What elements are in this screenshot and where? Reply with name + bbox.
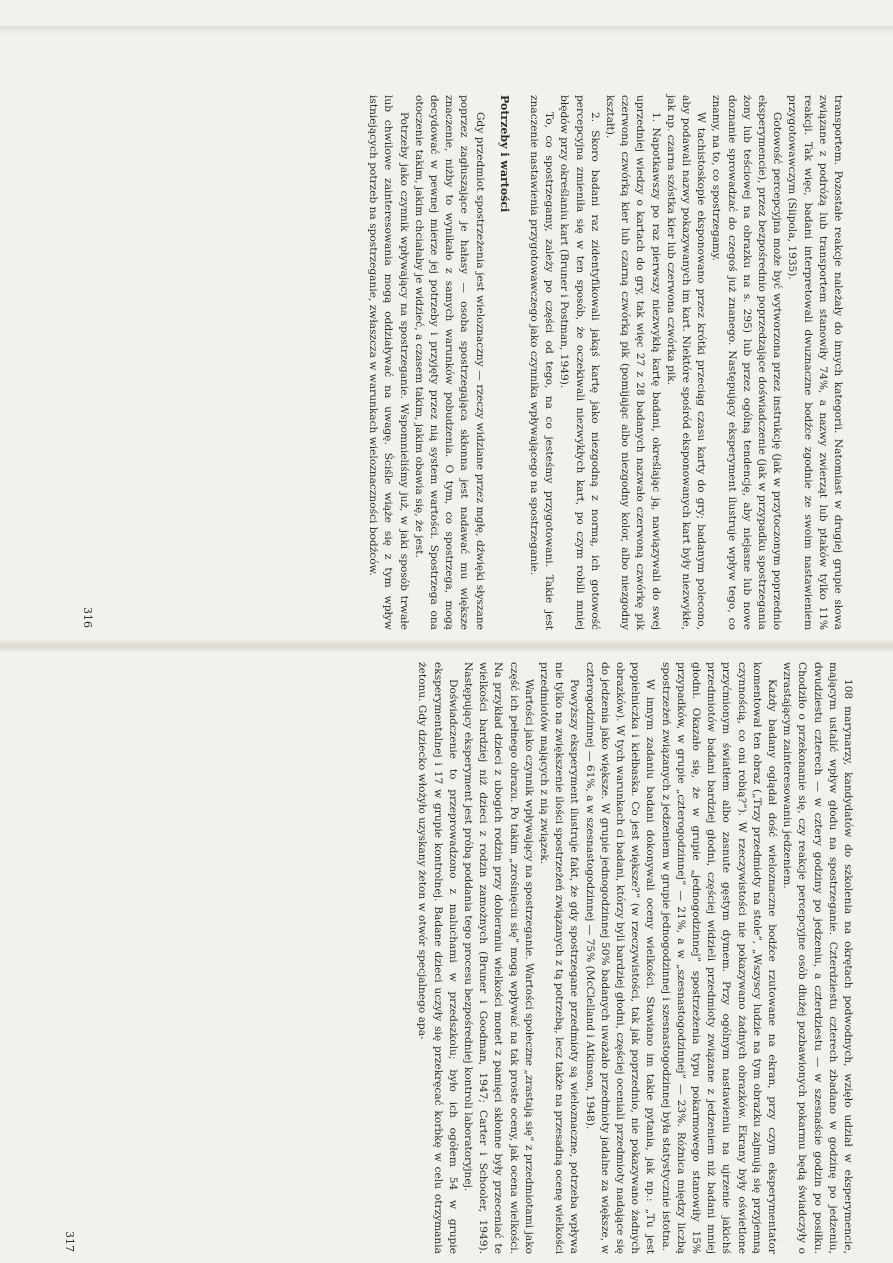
paragraph: To, co spostrzegamy, zależy po części od tego, na co jesteśmy przygotowani. Takie jest znaczenie nastawienia przygotowawczego jako czynnika wpływającego na spostrzeganie. [527,95,556,630]
paragraph: Każdy badany oglądał dość wieloznaczne bodźce rzutowane na ekran, przy czym eksperymentator komentował ten obraz („Trzy przedmioty na stole”, „Wszyscy ludzie na tym obrazku zajmują się przyjemną czynnością, co oni robią?”). W rzeczywistości nie pokazywano żadnych obrazków. Ekrany były oświetlone przyćmionym światłem albo zasnute gęstym dymem. Przy ogólnym nastawieniu na ujrzenie jakichś przedmiotów badani bardziej głodni, częściej widzieli przedmioty związane z jedzeniem niż badani mniej głodni. Okazało się, że w grupie „jednogodzinnej” spostrzeżenia typu pokarmowego stanowiły 15% przypadków, w grupie „czterogodzinnej” — 21%, a w „szesnastogodzinnej” — 23%. Różnica między liczbą spostrzeżeń związanych z jedzeniem w grupie jednogodzinnej i szesnastogodzinnej była statystycznie istotna. [659,662,778,1254]
page-number: 317 [63,1231,77,1252]
page-316 [81,95,845,630]
paragraph: W innym zadaniu badani dokonywali oceny wielkości. Stawiano im takie pytania, jak np.: „Tu jest popielniczka i kiełbaska. Co jest większe?” (w rzeczywistości, tak jak poprzednio, nie pokazywano żadnych obrazków). W tych warunkach ci badani, którzy byli bardziej głodni, częściej oceniali przedmioty nadające się do jedzenia jako większe. W grupie jednogodzinnej 50% badanych uważało przedmioty jadalne za większe, w czterogodzinnej — 61%, a w szesnastogodzinnej — 75% (McClelland i Atkinson, 1948). [583,662,657,1254]
page-317 [63,662,855,1254]
paragraph: transportem. Pozostałe reakcje należały do innych kategorii. Natomiast w drugiej grupie słowa związane z podróżą lub transportem stanowiły 74%, a nazwy zwierząt lub ptaków tylko 11% reakcji. Tak więc, badani interpretowali dwuznaczne bodźce zgodnie ze swoim nastawieniem przygotowawczym (Siipola, 1935). [786,95,844,630]
paragraph: Potrzeby jako czynnik wpływający na spostrzeganie. Wspomnieliśmy już, w jaki sposób trwałe lub chwilowe zainteresowania mogą oddziaływać na uwagę. Ściśle wiąże się z tym wpływ istniejących potrzeb na spostrzeganie, zwłaszcza w warunkach wieloznaczności bodźców. [367,95,410,630]
paragraph: W tachistoskopie eksponowano przez krótki przeciąg czasu karty do gry; badanym polecono, aby podawali nazwy pokazywanych im kart. Niektóre spośród eksponowanych kart były niezwykłe, jak np. czarna szóstka kier lub czerwona czwórka pik. [664,95,708,630]
section-title: Potrzeby i wartości [497,95,511,213]
paragraph: Doświadczenie to przeprowadzono z maluchami w przedszkolu; było ich ogółem 54 w grupie eksperymentalnej i 17 w grupie kontrolnej. Badane dzieci uczyły się przekręcać korbkę w celu otrzymania żetonu. Gdy dziecko włożyło uzyskany żeton w otwór specjalnego apa- [416,662,459,1254]
paragraph: 1. Napotkawszy po raz pierwszy niezwykłą kartę badani, określając ją, nawiązywali do swej uprzedniej wiedzy o kartach do gry, tak więc 27 z 28 badanych nazwało czerwoną czwórkę pik czerwoną czwórką kier lub czarną czwórką pik (pomijając albo niezgodny kolor, albo niezgodny kształt). [603,95,662,630]
page-fold [0,640,893,652]
scan-edge [0,26,893,34]
paragraph: Gotowość percepcyjna może być wytworzona przez instrukcję (jak w przytoczonym poprzednio eksperymencie), przez bezpośrednio poprzedzające doświadczenie (jak w przypadku spostrzegania żony lub teściowej na obrazku na s. 295) lub przez ogólną tendencję, aby niejasne lub nowe doznanie sprowadzać do czegoś już znanego. Następujący eksperyment ilustruje wpływ tego, co znamy, na to, co spostrzegamy. [710,95,784,630]
paragraph: Gdy przedmiot spostrzeżenia jest wieloznaczny — rzeczy widziane przez mgłę, dźwięki słyszane poprzez zagłuszające je hałasy — osoba spostrzegająca skłonna jest nadawać mu większe znaczenie, niżby to wynikało z samych warunków pobudzenia. O tym, co spostrzega, mogą decydować w pewnej mierze jej potrzeby i przyjęty przez nią system wartości. Spostrzega ona otoczenie takim, jakim chciałaby je widzieć, a czasem takim, jakim obawia się, że jest. [412,95,486,630]
paragraph: Wartości jako czynnik wpływający na spostrzeganie. Wartości społeczne „zrastają się” z przedmiotami jako część ich pełnego obrazu. Po takim „zrośnięciu się” mogą wpływać na tak proste oceny, jak ocena wielkości. Na przykład dzieci z ubogich rodzin przy dobieraniu wielkości monet z pamięci skłonne były przeceniać te wielkości bardziej niż dzieci z rodzin zamożnych (Bruner i Goodman, 1947; Carter i Schooler, 1949). Następujący eksperyment jest próbą poddania tego procesu bezpośredniej kontroli laboratoryjnej. [461,662,535,1254]
paragraph: 2. Skoro badani raz zidentyfikowali jakąś kartę jako niezgodną z normą, ich gotowość percepcyjna zmieniła się w ten sposób, że oczekiwali niezwykłych kart, po czym robili mniej błędów przy określaniu kart (Bruner i Postman, 1949). [558,95,601,630]
paragraph: Powyższy eksperyment ilustruje fakt, że gdy spostrzegane przedmioty są wieloznaczne, potrzeba wpływa nie tylko na zwiększenie ilości spostrzeżeń związanych z tą potrzebą, lecz także na przesadną ocenę wielkości przedmiotów mających z nią związek. [537,662,581,1254]
page-number: 316 [81,607,95,628]
paragraph: 108 marynarzy, kandydatów do szkolenia na okrętach podwodnych, wzięło udział w eksperymencie, mającym ustalić wpływ głodu na spostrzeganie. Czterdziestu czterech zbadano w godzinę po jedzeniu, dwudziestu czterech — w cztery godziny po jedzeniu, a czterdziestu — w szesnaście godzin po posiłku. Chodziło o przekonanie się, czy reakcje percepcyjne osób dłużej pozbawionych pokarmu będą świadczyły o wzrastającym zainteresowaniu jedzeniem. [781,662,854,1254]
